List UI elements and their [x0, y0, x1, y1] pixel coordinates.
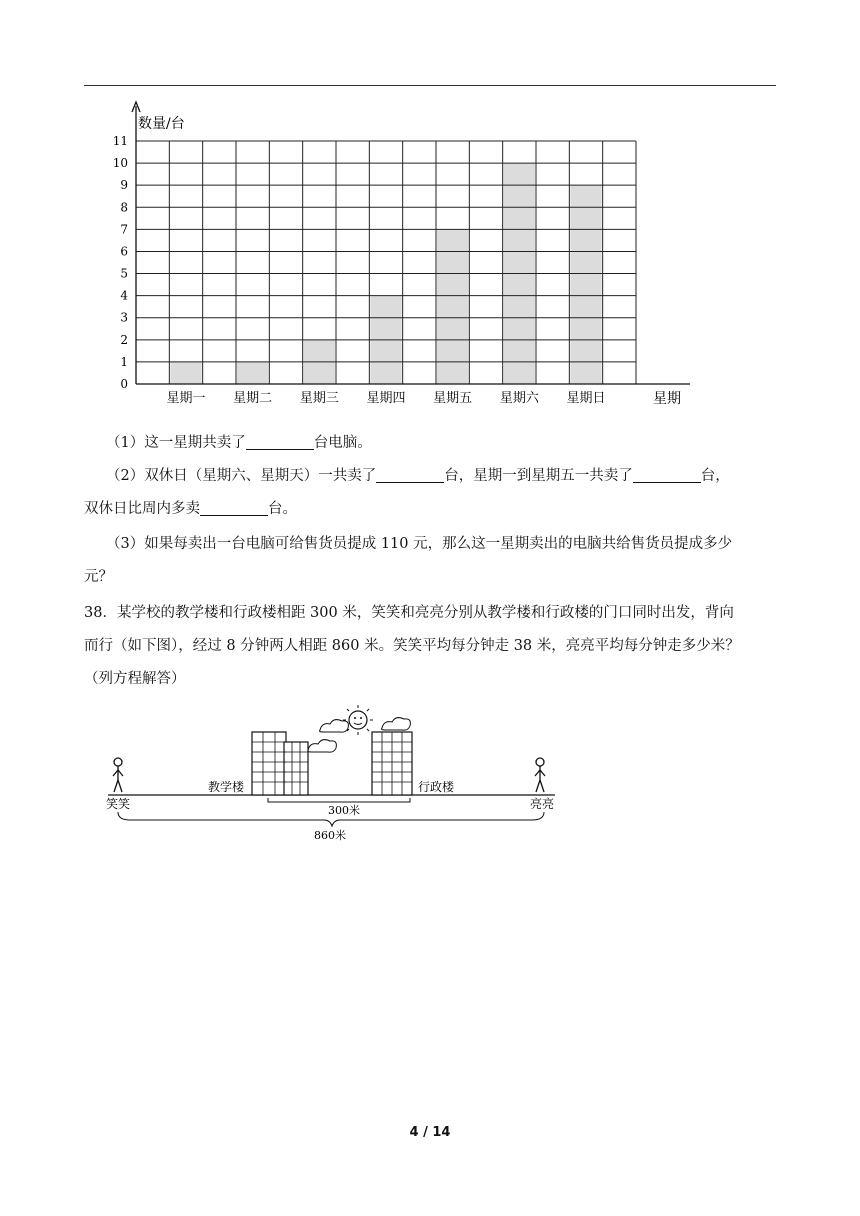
y-tick-label: 2	[120, 332, 128, 347]
left-person-label: 笑笑	[106, 797, 131, 811]
x-category-label: 星期六	[499, 391, 539, 406]
y-tick-label: 7	[120, 222, 128, 237]
problem-38-line-3	[84, 663, 778, 696]
axes-group	[132, 102, 690, 384]
x-category-label: 星期四	[366, 391, 406, 406]
right-person-label: 亮亮	[530, 797, 555, 811]
page-number: 4 / 14	[409, 1125, 451, 1140]
y-tick-label: 5	[120, 266, 128, 281]
p38-text-2: 而行（如下图），经过 8 分钟两人相距 860 米。笑笑平均每分钟走 38 米，亮亮平均每分钟走多少米？	[84, 638, 740, 654]
p38-text-1: 38．某学校的教学楼和行政楼相距 300 米，笑笑和亮亮分别从教学楼和行政楼的门口同时出发，背向	[84, 605, 734, 621]
y-tick-label: 9	[120, 178, 128, 193]
inner-distance-label: 300米	[328, 804, 360, 817]
x-categories-group	[166, 391, 605, 406]
right-building-label: 行政楼	[418, 780, 455, 794]
header-rule	[84, 85, 776, 86]
teaching-building-icon	[252, 732, 308, 795]
x-category-label: 星期五	[433, 391, 473, 406]
q2-text-b: 台，星期一到星期五一共卖了	[444, 468, 633, 484]
inner-distance-bracket	[268, 798, 410, 802]
q1-text-before: （1）这一星期共卖了	[106, 435, 246, 451]
q2-text-c: 台，	[700, 468, 730, 484]
cloud-icon	[308, 740, 337, 753]
liangliang-person-icon	[535, 758, 545, 792]
sun-icon	[343, 705, 373, 735]
q3-text-2: 元？	[84, 569, 113, 585]
distance-diagram	[100, 702, 560, 852]
problem-38-line-1	[84, 597, 778, 630]
q1-text-after: 台电脑。	[313, 435, 372, 451]
y-axis-label: 数量/台	[138, 116, 185, 132]
q2-text-a: （2）双休日（星期六、星期天）一共卖了	[106, 468, 377, 484]
admin-building-icon	[372, 732, 412, 795]
y-tick-label: 4	[120, 288, 128, 303]
left-building-label: 教学楼	[208, 780, 245, 794]
q2-blank-weekdays[interactable]	[633, 466, 701, 483]
y-tick-label: 10	[112, 156, 128, 171]
q2-blank-weekend[interactable]	[376, 466, 444, 483]
y-tick-label: 6	[120, 244, 128, 259]
cloud-icon	[382, 718, 411, 731]
y-tick-label: 0	[120, 377, 128, 391]
bar	[237, 362, 268, 384]
cloud-icon	[320, 720, 349, 733]
question-2-line-1	[84, 460, 778, 493]
bar	[570, 185, 601, 384]
q2-blank-difference[interactable]	[200, 499, 268, 516]
question-1	[84, 427, 778, 460]
q3-text-1: （3）如果每卖出一台电脑可给售货员提成 110 元，那么这一星期卖出的电脑共给售货员提成多少	[106, 536, 733, 552]
x-axis-label: 星期	[653, 391, 681, 407]
question-3-line-2	[84, 561, 778, 594]
x-category-label: 星期一	[166, 391, 206, 406]
outer-distance-label: 860米	[314, 829, 346, 842]
y-tick-label: 11	[112, 134, 128, 148]
question-3-line-1	[84, 528, 778, 561]
y-ticks-group	[113, 134, 129, 391]
q2-text-d: 双休日比周内多卖	[84, 501, 200, 517]
y-tick-label: 8	[120, 200, 128, 215]
bar	[170, 362, 201, 384]
xiaoxiao-person-icon	[113, 758, 123, 792]
p38-text-3: （列方程解答）	[84, 671, 186, 687]
x-category-label: 星期三	[299, 391, 339, 406]
x-category-label: 星期二	[233, 391, 273, 406]
problem-38-line-2	[84, 630, 778, 663]
q1-blank[interactable]	[246, 433, 314, 450]
question-2-line-2	[84, 493, 778, 526]
y-tick-label: 1	[120, 354, 128, 369]
bar-chart	[100, 98, 700, 416]
q2-text-e: 台。	[268, 501, 297, 517]
x-category-label: 星期日	[566, 391, 606, 406]
y-tick-label: 3	[120, 310, 128, 325]
bar	[437, 229, 468, 384]
